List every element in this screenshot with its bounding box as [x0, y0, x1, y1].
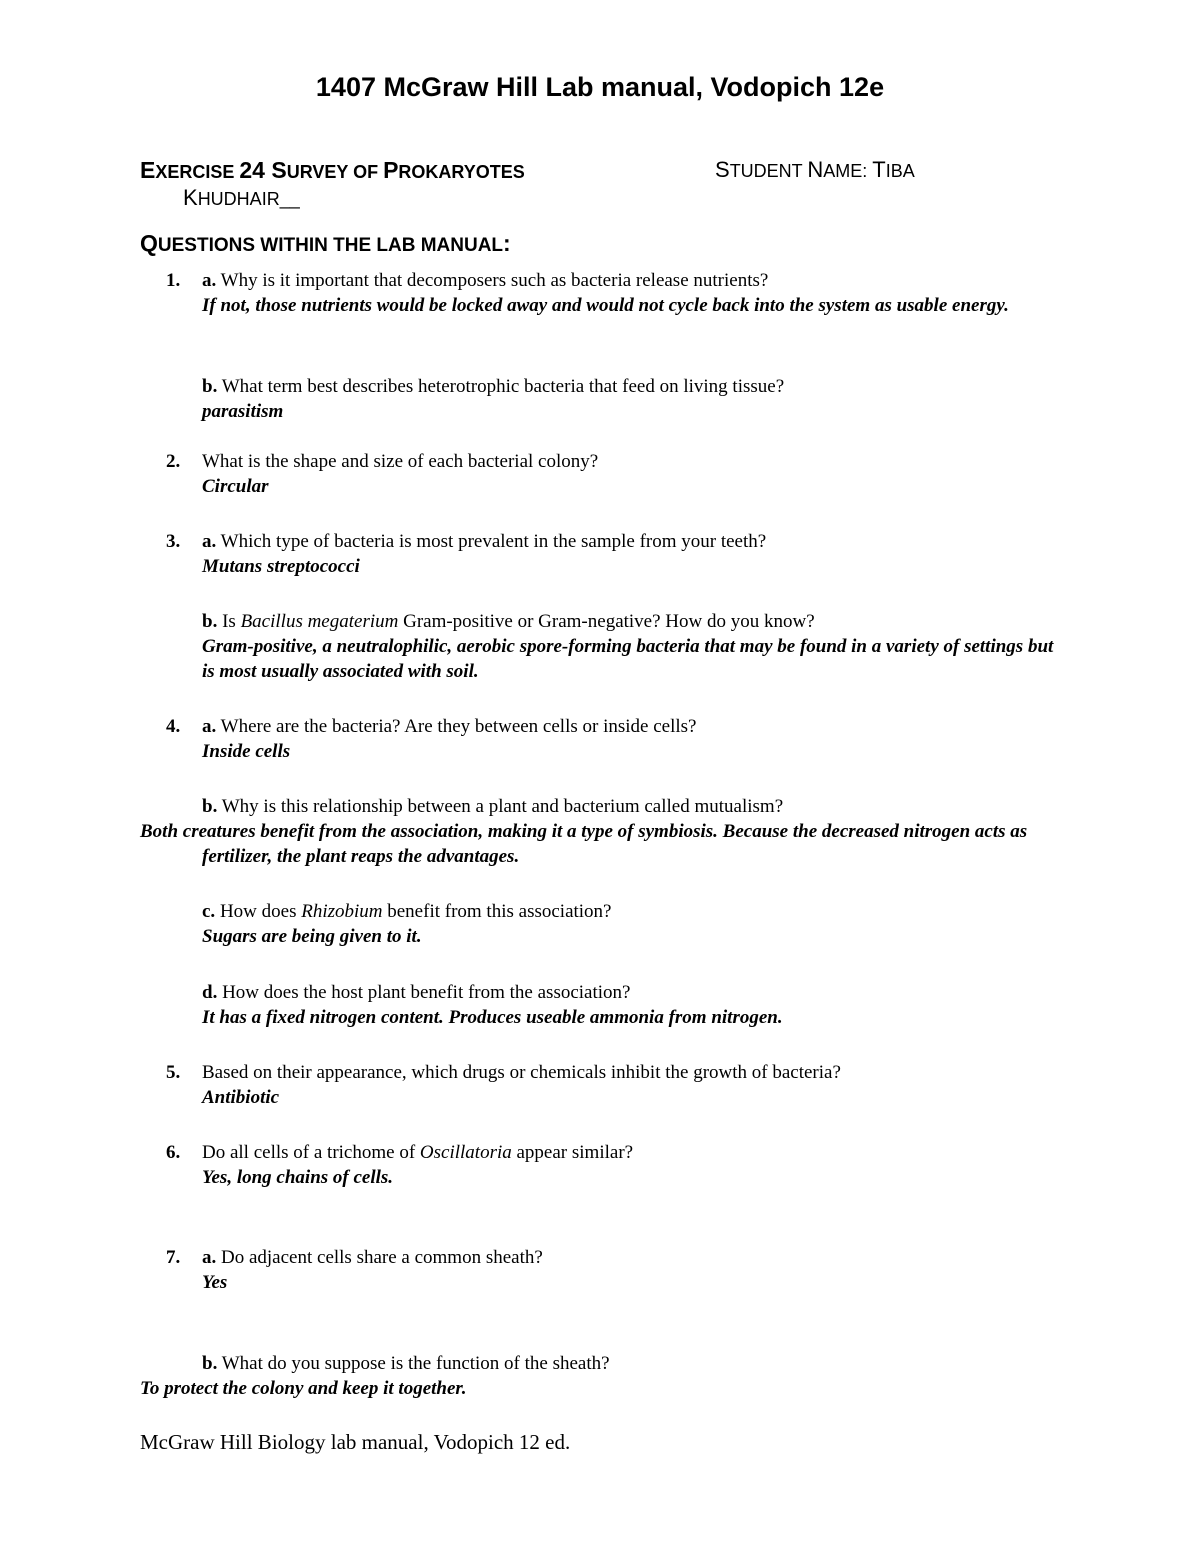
question-text: d. How does the host plant benefit from the association? [202, 982, 631, 1003]
answer-text: Yes, long chains of cells. [202, 1167, 394, 1188]
question-text: a. Which type of bacteria is most prevalent in the sample from your teeth? [202, 531, 767, 552]
question-4b [140, 794, 1070, 869]
exercise-heading-row [140, 157, 1100, 185]
question-text: Do all cells of a trichome of Oscillatoria appear similar? [202, 1142, 634, 1163]
question-text: b. Is Bacillus megaterium Gram-positive or Gram-negative? How do you know? [202, 611, 815, 632]
question-text: a. Why is it important that decomposers such as bacteria release nutrients? [202, 270, 769, 291]
question-7a: 7. a. Do adjacent cells share a common sheath? Yes [140, 1245, 1070, 1295]
question-text: a. Where are the bacteria? Are they between cells or inside cells? [202, 716, 697, 737]
exercise-title: EXERCISE 24 SURVEY OF PROKARYOTES [140, 157, 525, 183]
answer-text: Sugars are being given to it. [202, 926, 422, 947]
question-text: b. What term best describes heterotrophic bacteria that feed on living tissue? [202, 376, 785, 397]
question-text: b. What do you suppose is the function of the sheath? [202, 1353, 610, 1374]
question-3b [140, 609, 1070, 684]
question-4d [140, 980, 1070, 1030]
question-text: What is the shape and size of each bacterial colony? [202, 451, 599, 472]
question-1b [140, 374, 1070, 424]
answer-text: Gram-positive, a neutralophilic, aerobic spore-forming bacteria that may be found in a variety of settings but is most usually associated with soil. [202, 636, 1054, 682]
question-4c [140, 899, 1070, 949]
page-footer: McGraw Hill Biology lab manual, Vodopich 12 ed. [140, 1430, 571, 1454]
question-text: Based on their appearance, which drugs or chemicals inhibit the growth of bacteria? [202, 1062, 841, 1083]
question-4a: 4. a. Where are the bacteria? Are they between cells or inside cells? Inside cells [140, 714, 1070, 764]
question-5: 5. Based on their appearance, which drugs or chemicals inhibit the growth of bacteria? Antibiotic [140, 1060, 1070, 1110]
question-text: a. Do adjacent cells share a common sheath? [202, 1247, 543, 1268]
answer-text: If not, those nutrients would be locked away and would not cycle back into the system as usable energy. [202, 295, 1009, 316]
answer-text: Antibiotic [202, 1087, 280, 1108]
answer-text: Inside cells [202, 741, 291, 762]
student-name-label: STUDENT NAME: TIBA [715, 157, 915, 182]
question-3a: 3. a. Which type of bacteria is most prevalent in the sample from your teeth? Mutans streptococci [140, 529, 1070, 579]
question-text: b. Why is this relationship between a plant and bacterium called mutualism? [202, 796, 784, 817]
student-name-continuation: KHUDHAIR__ [183, 185, 300, 210]
questions-heading: QUESTIONS WITHIN THE LAB MANUAL: [140, 230, 511, 256]
question-text: c. How does Rhizobium benefit from this association? [202, 901, 612, 922]
answer-text: Yes [202, 1272, 228, 1293]
question-7b [140, 1351, 1070, 1401]
answer-text: Mutans streptococci [202, 556, 360, 577]
answer-text: parasitism [202, 401, 284, 422]
answer-text: Circular [202, 476, 269, 497]
answer-text: It has a fixed nitrogen content. Produces useable ammonia from nitrogen. [202, 1007, 783, 1028]
page-title: 1407 McGraw Hill Lab manual, Vodopich 12e [315, 72, 885, 102]
question-6: 6. Do all cells of a trichome of Oscillatoria appear similar? Yes, long chains of cells. [140, 1140, 1070, 1190]
answer-text: Both creatures benefit from the association, making it a type of symbiosis. Because the decreased nitrogen acts as fertilizer, the plant reaps the advantages. [140, 821, 1028, 867]
question-1a: 1. a. Why is it important that decomposers such as bacteria release nutrients? If not, those nutrients would be locked away and would not cycle back into the system as usable energy. [140, 268, 1070, 318]
question-2: 2. What is the shape and size of each bacterial colony? Circular [140, 449, 1070, 499]
answer-text: To protect the colony and keep it together. [140, 1378, 467, 1399]
